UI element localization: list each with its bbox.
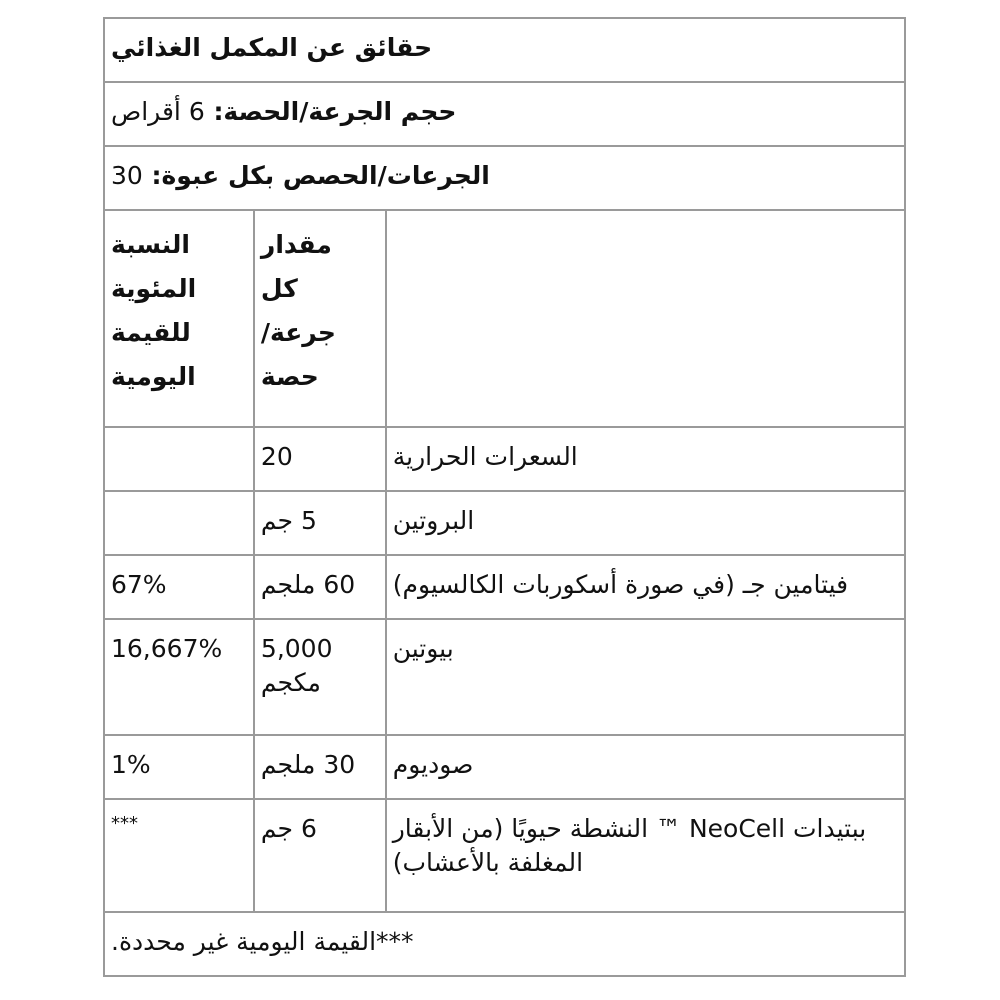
nutrient-dv: [104, 427, 254, 491]
serving-size-row: [104, 82, 905, 146]
nutrient-amount: 20: [254, 427, 386, 491]
nutrient-name: السعرات الحرارية: [386, 427, 905, 491]
supplement-facts-table: [103, 17, 906, 977]
nutrient-name: ببتيدات NeoCell ™ النشطة حيويًا (من الأبقار المغلفة بالأعشاب): [386, 799, 905, 912]
header-name: [386, 210, 905, 427]
servings-value: 30: [111, 161, 143, 190]
table-row: [104, 555, 905, 619]
table-row: [104, 735, 905, 799]
nutrient-dv: 16,667%: [104, 619, 254, 735]
footnote: ***القيمة اليومية غير محددة.: [104, 912, 905, 976]
footnote-row: [104, 912, 905, 976]
nutrient-dv: 67%: [104, 555, 254, 619]
nutrient-dv: 1%: [104, 735, 254, 799]
nutrient-name: البروتين: [386, 491, 905, 555]
servings-per-container-row: [104, 146, 905, 210]
table-row: [104, 427, 905, 491]
nutrient-amount: 30 ملجم: [254, 735, 386, 799]
nutrient-dv: [104, 491, 254, 555]
title-row: [104, 18, 905, 82]
table-row: [104, 799, 905, 912]
nutrient-amount: 5,000 مكجم: [254, 619, 386, 735]
nutrient-name: صوديوم: [386, 735, 905, 799]
servings-label: الجرعات/الحصص بكل عبوة:: [151, 161, 490, 190]
nutrient-name: فيتامين جـ (في صورة أسكوربات الكالسيوم): [386, 555, 905, 619]
nutrient-amount: 60 ملجم: [254, 555, 386, 619]
serving-size-value: 6 أقراص: [111, 97, 205, 126]
table-row: [104, 619, 905, 735]
column-header-row: [104, 210, 905, 427]
nutrient-amount: 5 جم: [254, 491, 386, 555]
nutrient-amount: 6 جم: [254, 799, 386, 912]
nutrient-dv: ***: [104, 799, 254, 912]
table-title: حقائق عن المكمل الغذائي: [104, 18, 905, 82]
nutrient-name: بيوتين: [386, 619, 905, 735]
header-dv: النسبة المئوية للقيمة اليومية: [104, 210, 254, 427]
serving-size-label: حجم الجرعة/الحصة:: [213, 97, 457, 126]
table-row: [104, 491, 905, 555]
header-amount: مقدار كل جرعة/ حصة: [254, 210, 386, 427]
